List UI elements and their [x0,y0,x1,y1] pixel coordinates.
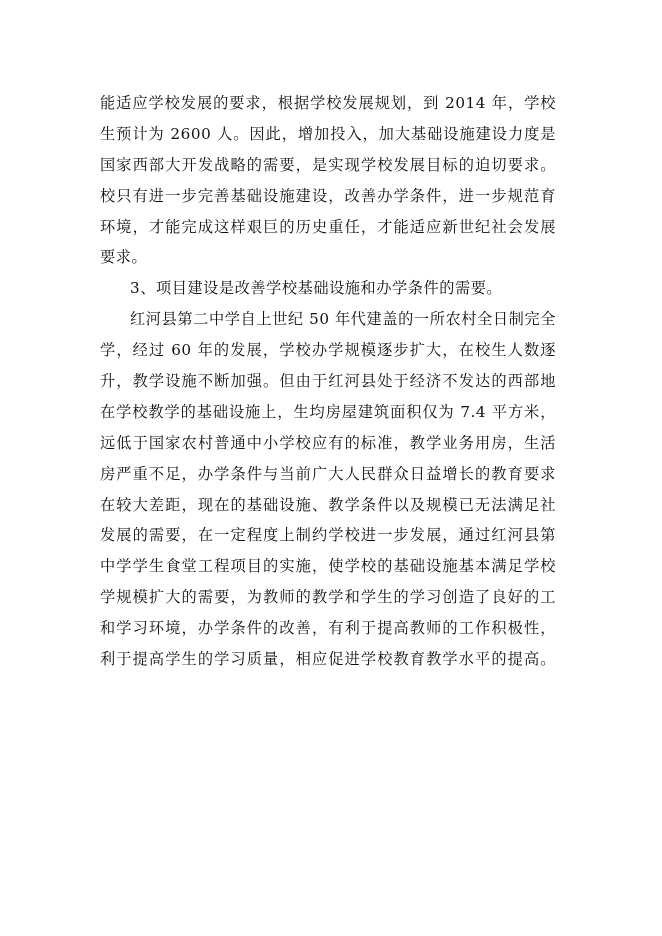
text-line: 在较大差距，现在的基础设施、教学条件以及规模已无法满足社 [100,495,556,514]
text-line: 在学校教学的基础设施上，生均房屋建筑面积仅为 7.4 平方米， [100,402,556,421]
text-line: 学规模扩大的需要，为教师的教学和学生的学习创造了良好的工 [100,588,556,607]
text-line: 校只有进一步完善基础设施建设，改善办学条件，进一步规范育 [100,186,556,205]
body-text [100,88,556,675]
section-heading: 3、项目建设是改善学校基础设施和办学条件的需要。 [130,279,503,298]
text-line: 中学学生食堂工程项目的实施，使学校的基础设施基本满足学校 [100,557,556,576]
text-line: 发展的需要，在一定程度上制约学校进一步发展，通过红河县第 [100,526,556,545]
text-line: 升，教学设施不断加强。但由于红河县处于经济不发达的西部地 [100,372,556,391]
text-line: 学，经过 60 年的发展，学校办学规模逐步扩大，在校生人数逐 [100,341,556,360]
text-line: 国家西部大开发战略的需要，是实现学校发展目标的迫切要求。 [100,155,556,174]
text-line: 红河县第二中学自上世纪 50 年代建盖的一所农村全日制完全 [130,310,556,329]
text-line: 环境，才能完成这样艰巨的历史重任，才能适应新世纪社会发展 [100,217,556,236]
text-line: 和学习环境，办学条件的改善，有利于提高教师的工作积极性， [100,619,556,638]
text-line: 利于提高学生的学习质量，相应促进学校教育教学水平的提高。 [100,650,556,669]
text-line: 远低于国家农村普通中小学校应有的标准，教学业务用房，生活 [100,433,556,452]
text-line: 要求。 [100,248,148,267]
text-line: 生预计为 2600 人。因此，增加投入，加大基础设施建设力度是 [100,124,556,143]
text-line: 房严重不足，办学条件与当前广大人民群众日益增长的教育要求 [100,464,556,483]
text-line: 能适应学校发展的要求，根据学校发展规划，到 2014 年，学校 [100,94,556,112]
